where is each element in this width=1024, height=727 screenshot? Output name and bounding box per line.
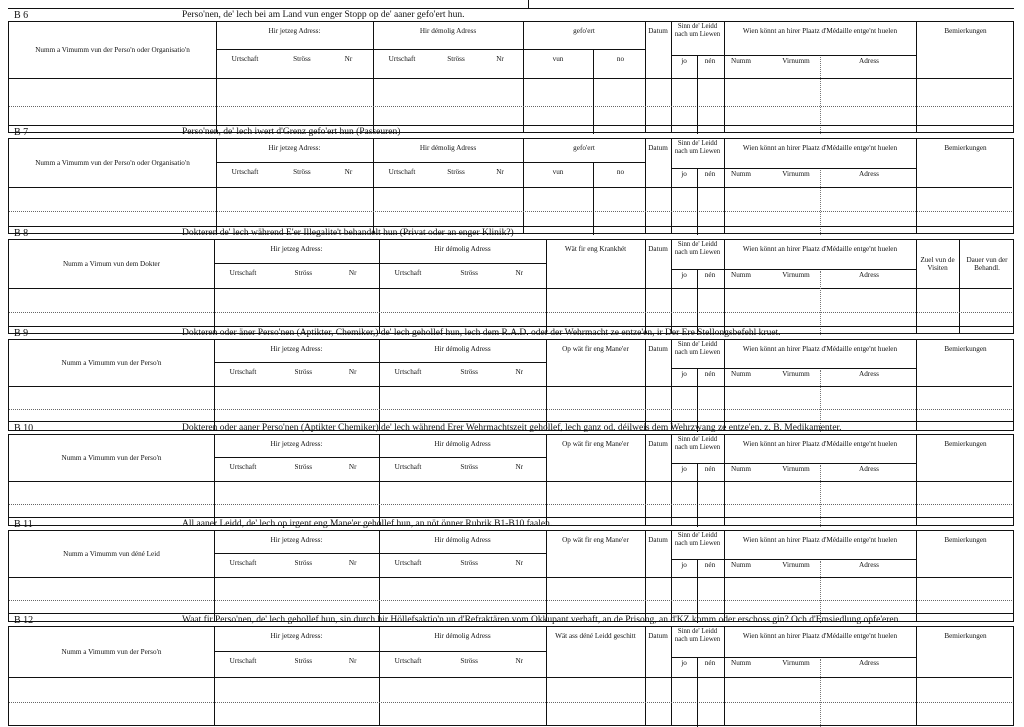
town-header: Urtschaft bbox=[394, 368, 422, 376]
subheader-line bbox=[214, 457, 546, 458]
no-header: nén bbox=[704, 465, 716, 473]
section-id: B 12 bbox=[14, 615, 34, 626]
header-divider bbox=[9, 677, 1012, 678]
address-header: Adress bbox=[859, 170, 879, 178]
section-header bbox=[8, 517, 1014, 531]
column-divider bbox=[546, 340, 547, 430]
column-divider bbox=[379, 627, 380, 725]
person-name-header: Numm a Vimumm vun der Perso'n bbox=[61, 359, 162, 367]
form-section bbox=[8, 8, 1014, 133]
former-address-header: Hir démolig Adress bbox=[434, 345, 491, 353]
column-divider bbox=[546, 435, 547, 525]
subheader-line bbox=[724, 559, 916, 560]
surname-header: Numm bbox=[731, 561, 751, 569]
yes-header: jo bbox=[681, 370, 687, 378]
column-divider bbox=[916, 627, 917, 725]
alive-header: Sinn de' Leidd nach um Liewen bbox=[674, 341, 721, 356]
column-divider bbox=[214, 340, 215, 430]
firstname-header: Virnumm bbox=[782, 370, 810, 378]
subheader-line bbox=[214, 362, 546, 363]
person-name-header: Numm a Virnum vun dem Dokter bbox=[62, 260, 161, 268]
date-header: Datum bbox=[648, 245, 668, 253]
remarks-header: Bemierkungen bbox=[944, 27, 987, 35]
number-header: Nr bbox=[348, 657, 357, 665]
no-header: nén bbox=[704, 170, 716, 178]
address-header: Adress bbox=[859, 659, 879, 667]
current-address-header: Hir jetzeg Adress: bbox=[270, 536, 323, 544]
no-header: nén bbox=[704, 561, 716, 569]
number-header: Nr bbox=[348, 368, 357, 376]
split-line bbox=[820, 659, 821, 727]
subheader-line bbox=[216, 49, 523, 50]
subheader-line bbox=[724, 463, 916, 464]
town-header: Urtschaft bbox=[388, 168, 416, 176]
split-line bbox=[697, 657, 698, 727]
subheader-line bbox=[724, 657, 916, 658]
subheader-line bbox=[724, 168, 916, 169]
yes-header: jo bbox=[681, 561, 687, 569]
form-section bbox=[8, 517, 1014, 622]
yes-header: jo bbox=[681, 271, 687, 279]
no-header: nén bbox=[704, 57, 716, 65]
alive-header: Sinn de' Leidd nach um Liewen bbox=[674, 140, 721, 155]
column-divider bbox=[214, 627, 215, 725]
number-header: Nr bbox=[496, 168, 504, 176]
number-header: Nr bbox=[344, 55, 353, 63]
no-header: nén bbox=[704, 659, 716, 667]
column-divider bbox=[645, 435, 646, 525]
row-divider bbox=[9, 504, 1012, 505]
row-divider bbox=[9, 702, 1012, 703]
number-header: Nr bbox=[348, 269, 357, 277]
person-name-header: Numm a Vimumm vun der Perso'n bbox=[61, 648, 162, 656]
column-divider bbox=[645, 139, 646, 233]
subheader-line bbox=[724, 55, 916, 56]
section-id: B 6 bbox=[14, 10, 29, 21]
subheader-line bbox=[216, 162, 523, 163]
remarks-header: Bemierkungen bbox=[944, 536, 987, 544]
current-address-header: Hir jetzeg Adress: bbox=[268, 144, 321, 152]
subheader-line bbox=[724, 269, 916, 270]
former-address-header: Hir démolig Adress bbox=[434, 245, 491, 253]
number-header: Nr bbox=[515, 657, 524, 665]
column-divider bbox=[724, 139, 725, 233]
form-section bbox=[8, 226, 1014, 334]
town-header: Urtschaft bbox=[229, 269, 257, 277]
subheader-line bbox=[214, 553, 546, 554]
detail-header: Op wät fir eng Mane'er bbox=[562, 345, 629, 353]
section-title: All aaner Leidd, de' lech op irgent eng Mane'er gehollef hun, an nöt önner Rubrik B1-B10 faalen. bbox=[182, 519, 553, 529]
medal-recipient-header: Wien könnt an hirer Plaatz d'Médaille entge'nt huelen bbox=[742, 27, 898, 35]
transport-header: gefo'ert bbox=[573, 27, 595, 35]
column-divider bbox=[645, 240, 646, 333]
section-title: Dokteren oder aaner Perso'nen (Aptikter Chemiker) de' lech während Erer Wehrmachtszeit gehollef, lech ganz od. déilweis dem Wehrzwang ze entze'en. z. B. Medikamenter. bbox=[182, 423, 842, 433]
section-grid bbox=[8, 239, 1014, 334]
treatment-duration-header: Dauer vun der Behandl. bbox=[966, 256, 1008, 272]
form-section bbox=[8, 125, 1014, 234]
current-address-header: Hir jetzeg Adress: bbox=[270, 440, 323, 448]
current-address-header: Hir jetzeg Adress: bbox=[270, 245, 323, 253]
alive-header: Sinn de' Leidd nach um Liewen bbox=[674, 241, 721, 256]
row-divider bbox=[9, 106, 1012, 107]
surname-header: Numm bbox=[731, 465, 751, 473]
address-header: Adress bbox=[859, 465, 879, 473]
column-divider bbox=[214, 435, 215, 525]
column-divider bbox=[523, 139, 524, 233]
no-header: nén bbox=[704, 370, 716, 378]
column-divider bbox=[724, 240, 725, 333]
split-line bbox=[697, 55, 698, 134]
column-divider bbox=[916, 340, 917, 430]
date-header: Datum bbox=[648, 345, 668, 353]
town-header: Urtschaft bbox=[231, 55, 259, 63]
date-header: Datum bbox=[648, 632, 668, 640]
section-id: B 8 bbox=[14, 228, 29, 239]
person-name-header: Numm a Vimumm vun der Perso'n oder Organisatio'n bbox=[35, 159, 190, 167]
medal-recipient-header: Wien könnt an hirer Plaatz d'Médaille entge'nt huelen bbox=[742, 345, 898, 353]
form-section bbox=[8, 421, 1014, 526]
firstname-header: Virnumm bbox=[782, 465, 810, 473]
current-address-header: Hir jetzeg Adress: bbox=[268, 27, 321, 35]
alive-header: Sinn de' Leidd nach um Liewen bbox=[674, 436, 721, 451]
person-name-header: Numm a Vimumm vun der Perso'n oder Organisatio'n bbox=[35, 46, 190, 54]
subheader-line bbox=[523, 49, 645, 50]
number-header: Nr bbox=[515, 463, 524, 471]
number-header: Nr bbox=[348, 559, 357, 567]
section-grid bbox=[8, 626, 1014, 726]
surname-header: Numm bbox=[731, 271, 751, 279]
column-divider bbox=[916, 435, 917, 525]
street-header: Ströss bbox=[460, 559, 478, 567]
section-header bbox=[8, 226, 1014, 240]
column-divider bbox=[724, 340, 725, 430]
former-address-header: Hir démolig Adress bbox=[434, 632, 491, 640]
street-header: Ströss bbox=[293, 168, 311, 176]
street-header: Ströss bbox=[460, 368, 478, 376]
detail-header: Wät fir eng Krankhét bbox=[564, 245, 627, 253]
alive-header: Sinn de' Leidd nach um Liewen bbox=[674, 532, 721, 547]
number-header: Nr bbox=[344, 168, 353, 176]
column-divider bbox=[546, 240, 547, 333]
number-header: Nr bbox=[515, 559, 524, 567]
yes-header: jo bbox=[681, 170, 687, 178]
form-section bbox=[8, 326, 1014, 431]
header-divider bbox=[9, 386, 1012, 387]
firstname-header: Virnumm bbox=[782, 57, 810, 65]
column-divider bbox=[546, 627, 547, 725]
current-address-header: Hir jetzeg Adress: bbox=[270, 345, 323, 353]
section-grid bbox=[8, 21, 1014, 133]
section-header bbox=[8, 8, 1014, 22]
remarks-header: Bemierkungen bbox=[944, 144, 987, 152]
header-divider bbox=[9, 481, 1012, 482]
address-header: Adress bbox=[859, 561, 879, 569]
header-divider bbox=[9, 577, 1012, 578]
street-header: Ströss bbox=[447, 168, 465, 176]
visits-header: Zuel vun de Visiten bbox=[920, 256, 955, 272]
yes-header: jo bbox=[681, 465, 687, 473]
column-divider bbox=[523, 22, 524, 132]
remarks-header: Bemierkungen bbox=[944, 440, 987, 448]
detail-header: Op wät fir eng Mane'er bbox=[562, 440, 629, 448]
section-id: B 10 bbox=[14, 423, 34, 434]
street-header: Ströss bbox=[447, 55, 465, 63]
firstname-header: Virnumm bbox=[782, 659, 810, 667]
section-grid bbox=[8, 434, 1014, 526]
form-section bbox=[8, 613, 1014, 726]
firstname-header: Virnumm bbox=[782, 170, 810, 178]
remarks-header: Bemierkungen bbox=[944, 345, 987, 353]
column-divider bbox=[724, 22, 725, 132]
subheader-line bbox=[724, 368, 916, 369]
to-header: no bbox=[616, 168, 625, 176]
person-name-header: Numm a Vimumm vun der Perso'n bbox=[61, 454, 162, 462]
address-header: Adress bbox=[859, 271, 879, 279]
alive-header: Sinn de' Leidd nach um Liewen bbox=[674, 628, 721, 643]
row-divider bbox=[9, 600, 1012, 601]
section-grid bbox=[8, 530, 1014, 622]
column-divider bbox=[724, 435, 725, 525]
column-divider bbox=[373, 139, 374, 233]
street-header: Ströss bbox=[460, 657, 478, 665]
column-divider bbox=[916, 22, 917, 132]
firstname-header: Virnumm bbox=[782, 271, 810, 279]
town-header: Urtschaft bbox=[231, 168, 259, 176]
number-header: Nr bbox=[348, 463, 357, 471]
number-header: Nr bbox=[515, 269, 524, 277]
person-name-header: Numm a Vimumm vun déné Leid bbox=[63, 550, 160, 558]
section-title: Perso'nen, de' lech iwert d'Grenz gefo'ert hun (Passeuren) bbox=[182, 127, 401, 137]
column-divider bbox=[916, 139, 917, 233]
street-header: Ströss bbox=[294, 368, 313, 376]
medal-recipient-header: Wien könnt an hirer Plaatz d'Médaille entge'nt huelen bbox=[742, 440, 898, 448]
section-grid bbox=[8, 138, 1014, 234]
street-header: Ströss bbox=[294, 269, 313, 277]
section-title: Dokteren oder äner Perso'nen (Aptikter, Chemiker,) de' lech gehollef hun, lech dem R.A.D. oder der Wehrmacht ze entze'en, ir Der Ere Stellongsbefehl kruet. bbox=[182, 328, 781, 338]
section-header bbox=[8, 326, 1014, 340]
former-address-header: Hir démolig Adress bbox=[434, 536, 491, 544]
alive-header: Sinn de' Leidd nach um Liewen bbox=[674, 23, 721, 38]
former-address-header: Hir démolig Adress bbox=[434, 440, 491, 448]
no-header: nén bbox=[704, 271, 716, 279]
to-header: no bbox=[616, 55, 625, 63]
subheader-line bbox=[214, 263, 546, 264]
section-id: B 7 bbox=[14, 127, 29, 138]
section-grid bbox=[8, 339, 1014, 431]
header-divider bbox=[9, 288, 1012, 289]
medal-recipient-header: Wien könnt an hirer Plaatz d'Médaille entge'nt huelen bbox=[742, 536, 898, 544]
row-divider bbox=[9, 211, 1012, 212]
date-header: Datum bbox=[648, 536, 668, 544]
column-divider bbox=[645, 22, 646, 132]
town-header: Urtschaft bbox=[229, 463, 257, 471]
column-divider bbox=[214, 240, 215, 333]
town-header: Urtschaft bbox=[394, 463, 422, 471]
column-divider bbox=[379, 435, 380, 525]
former-address-header: Hir démolig Adress bbox=[419, 144, 477, 152]
from-header: vun bbox=[552, 55, 564, 63]
town-header: Urtschaft bbox=[229, 368, 257, 376]
row-divider bbox=[9, 312, 1012, 313]
town-header: Urtschaft bbox=[388, 55, 416, 63]
column-divider bbox=[216, 139, 217, 233]
column-divider bbox=[546, 531, 547, 621]
detail-header: Op wät fir eng Mane'er bbox=[562, 536, 629, 544]
row-divider bbox=[9, 409, 1012, 410]
town-header: Urtschaft bbox=[229, 559, 257, 567]
town-header: Urtschaft bbox=[229, 657, 257, 665]
column-divider bbox=[379, 340, 380, 430]
header-divider bbox=[9, 187, 1012, 188]
subheader-line bbox=[523, 162, 645, 163]
surname-header: Numm bbox=[731, 57, 751, 65]
column-divider bbox=[216, 22, 217, 132]
column-divider bbox=[959, 240, 960, 333]
date-header: Datum bbox=[648, 440, 668, 448]
surname-header: Numm bbox=[731, 170, 751, 178]
date-header: Datum bbox=[648, 27, 668, 35]
address-header: Adress bbox=[859, 57, 879, 65]
split-line bbox=[593, 162, 594, 235]
column-divider bbox=[645, 531, 646, 621]
address-header: Adress bbox=[859, 370, 879, 378]
column-divider bbox=[916, 531, 917, 621]
section-header bbox=[8, 421, 1014, 435]
street-header: Ströss bbox=[460, 269, 478, 277]
column-divider bbox=[373, 22, 374, 132]
surname-header: Numm bbox=[731, 659, 751, 667]
street-header: Ströss bbox=[294, 559, 313, 567]
split-line bbox=[820, 57, 821, 134]
town-header: Urtschaft bbox=[394, 559, 422, 567]
firstname-header: Virnumm bbox=[782, 561, 810, 569]
section-header bbox=[8, 125, 1014, 139]
split-line bbox=[697, 168, 698, 235]
header-divider bbox=[9, 78, 1012, 79]
number-header: Nr bbox=[515, 368, 524, 376]
current-address-header: Hir jetzeg Adress: bbox=[270, 632, 323, 640]
date-header: Datum bbox=[648, 144, 668, 152]
column-divider bbox=[645, 627, 646, 725]
column-divider bbox=[916, 240, 917, 333]
section-title: Waat fir Perso'nen, de' lech gehollef hun, sin durch hir Höllefsaktio'n un d'Refraktären vom Okkupant verhaft, an de Prisong, an d'KZ komm oder erschoss gin? Och d'Emsiedlung opfe'eren. bbox=[182, 615, 901, 625]
column-divider bbox=[379, 531, 380, 621]
transport-header: gefo'ert bbox=[573, 144, 595, 152]
town-header: Urtschaft bbox=[394, 657, 422, 665]
column-divider bbox=[724, 627, 725, 725]
medal-recipient-header: Wien könnt an hirer Plaatz d'Médaille entge'nt huelen bbox=[742, 144, 898, 152]
former-address-header: Hir démolig Adress bbox=[419, 27, 477, 35]
street-header: Ströss bbox=[294, 657, 313, 665]
street-header: Ströss bbox=[460, 463, 478, 471]
town-header: Urtschaft bbox=[394, 269, 422, 277]
surname-header: Numm bbox=[731, 370, 751, 378]
medal-recipient-header: Wien könnt an hirer Plaatz d'Médaille entge'nt huelen bbox=[742, 245, 898, 253]
yes-header: jo bbox=[681, 57, 687, 65]
detail-header: Wät ass déné Leidd geschitt bbox=[555, 632, 636, 640]
medal-recipient-header: Wien könnt an hirer Plaatz d'Médaille entge'nt huelen bbox=[742, 632, 898, 640]
section-id: B 9 bbox=[14, 328, 29, 339]
column-divider bbox=[645, 340, 646, 430]
section-title: Perso'nen, de' lech bei am Land vun enger Stopp op de' aaner gefo'ert hun. bbox=[182, 10, 465, 20]
section-title: Dokteren de' lech während E'er Illegalite't behandelt hun (Privat oder an enger Klinik?) bbox=[182, 228, 514, 238]
yes-header: jo bbox=[681, 659, 687, 667]
street-header: Ströss bbox=[293, 55, 311, 63]
number-header: Nr bbox=[496, 55, 504, 63]
column-divider bbox=[724, 531, 725, 621]
column-divider bbox=[214, 531, 215, 621]
from-header: vun bbox=[552, 168, 564, 176]
street-header: Ströss bbox=[294, 463, 313, 471]
subheader-line bbox=[214, 651, 546, 652]
section-id: B 11 bbox=[14, 519, 33, 530]
section-header bbox=[8, 613, 1014, 627]
column-divider bbox=[379, 240, 380, 333]
split-line bbox=[593, 49, 594, 134]
remarks-header: Bemierkungen bbox=[944, 632, 987, 640]
